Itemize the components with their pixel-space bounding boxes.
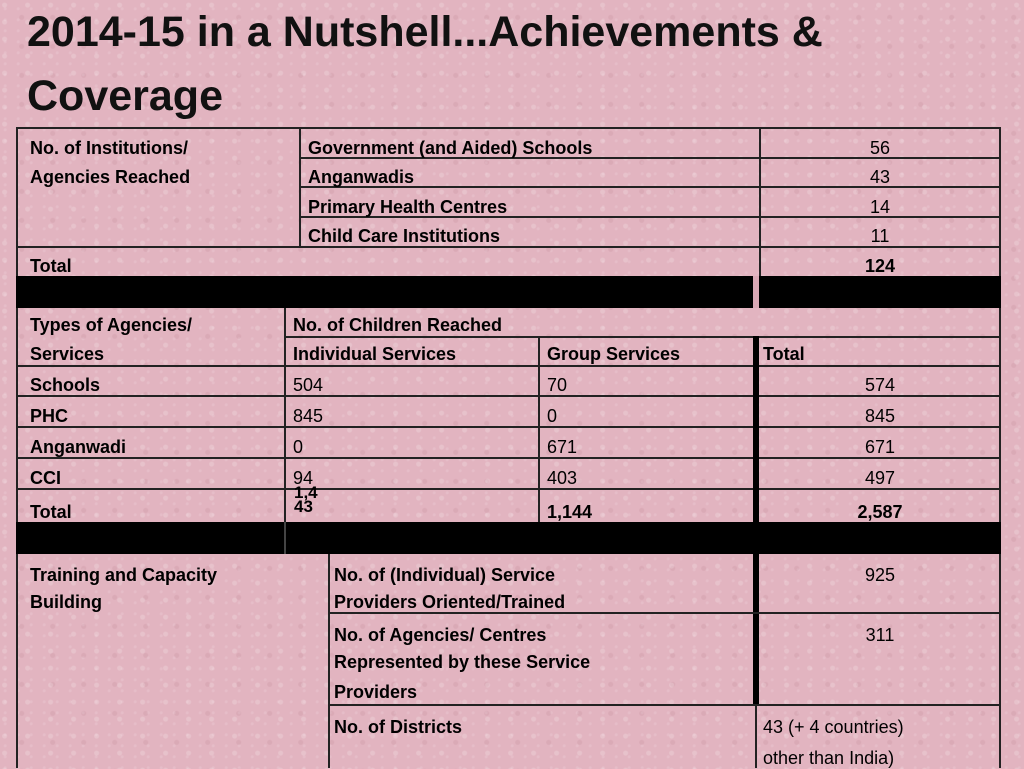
total-group: 1,144	[547, 502, 593, 522]
table-row-value: 14	[869, 197, 891, 217]
table-cell-individual: 845	[293, 406, 324, 426]
total-total: 2,587	[857, 502, 903, 522]
separator-bar	[16, 522, 1001, 554]
table-cell-individual: 0	[293, 437, 304, 457]
column-header-individual: Individual Services	[293, 344, 457, 364]
children-reached-header: No. of Children Reached	[293, 315, 503, 335]
section3-label: Training and Capacity Building	[30, 565, 218, 612]
table-cell-group: 403	[547, 468, 578, 488]
table-cell-group: 70	[547, 375, 568, 395]
table-cell-individual: 504	[293, 375, 324, 395]
table-row-name: CCI	[30, 468, 61, 488]
separator-notch	[753, 276, 759, 308]
value-column-divider	[753, 554, 759, 704]
column-header-total: Total	[763, 344, 805, 364]
column-header-group: Group Services	[547, 344, 681, 364]
grid-line	[284, 336, 1001, 338]
table-row-name: Anganwadi	[30, 437, 127, 457]
grid-line	[538, 336, 540, 524]
training-row-value: 311	[865, 625, 895, 645]
table-row-name: Anganwadis	[308, 167, 415, 187]
total-column-divider	[753, 336, 759, 524]
grid-line	[328, 554, 330, 768]
separator-tick	[284, 522, 286, 554]
total-label: Total	[30, 256, 72, 276]
table-row-name: Primary Health Centres	[308, 197, 508, 217]
section2-label: Types of Agencies/ Services	[30, 315, 193, 364]
total-value: 124	[864, 256, 896, 276]
training-row-label: No. of Districts	[334, 717, 463, 737]
training-row-value: 43 (+ 4 countries) other than India)	[763, 717, 904, 768]
grid-line	[328, 704, 1001, 706]
table-cell-group: 671	[547, 437, 578, 457]
training-row-label: No. of Agencies/ Centres Represented by these Service Providers	[334, 625, 591, 702]
table-cell-total: 497	[864, 468, 896, 488]
table-row-value: 43	[869, 167, 891, 187]
table-row-name: Government (and Aided) Schools	[308, 138, 593, 158]
table-row-name: Child Care Institutions	[308, 226, 501, 246]
grid-line	[284, 308, 286, 524]
table-row-value: 11	[870, 226, 890, 246]
grid-line	[755, 704, 757, 768]
grid-line	[299, 127, 301, 248]
table-row-name: PHC	[30, 406, 69, 426]
table-cell-total: 574	[864, 375, 896, 395]
table-cell-total: 671	[864, 437, 896, 457]
training-row-label: No. of (Individual) Service Providers Oriented/Trained	[334, 565, 566, 612]
training-row-value: 925	[864, 565, 896, 585]
grid-line	[999, 127, 1001, 768]
grid-line	[16, 127, 18, 768]
table-row-name: Schools	[30, 375, 101, 395]
table-cell-group: 0	[547, 406, 558, 426]
table-cell-total: 845	[864, 406, 896, 426]
total-individual: 1,4 43	[294, 483, 318, 516]
separator-bar	[16, 276, 1001, 308]
page-title: 2014-15 in a Nutshell...Achievements & Coverage	[27, 8, 823, 120]
table-row-value: 56	[869, 138, 891, 158]
total-label: Total	[30, 502, 72, 522]
grid-line	[16, 127, 1001, 129]
table-cell-individual: 94	[293, 468, 314, 488]
section1-label: No. of Institutions/ Agencies Reached	[30, 138, 191, 187]
grid-line	[16, 365, 1001, 367]
